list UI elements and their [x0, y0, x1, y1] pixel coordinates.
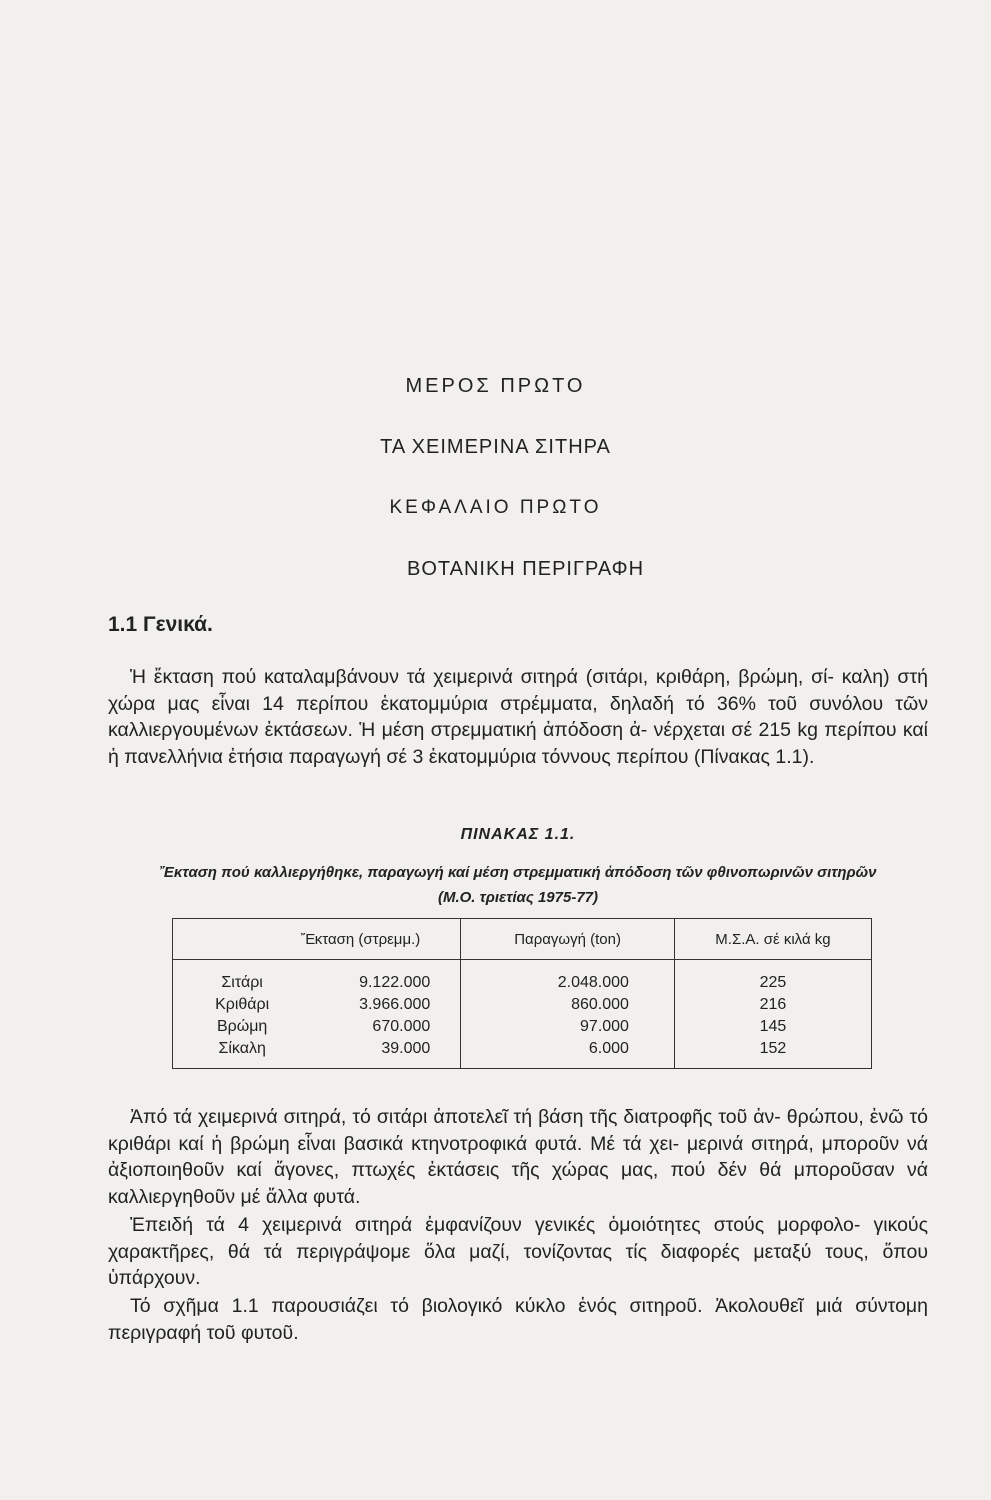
- table-row: [173, 994, 872, 1016]
- cell-production: 2.048.000: [461, 960, 675, 995]
- cell-yield: 152: [674, 1038, 871, 1069]
- cell-production: 6.000: [461, 1038, 675, 1069]
- table-row: [173, 1038, 872, 1069]
- paragraph-figure-ref: Τό σχῆμα 1.1 παρουσιάζει τό βιολογικό κύκλο ἑνός σιτηροῦ. Ἀκολουθεῖ μιά σύντομη περιγραφή τοῦ φυτοῦ.: [108, 1295, 928, 1344]
- cell-crop: Βρώμη: [173, 1016, 312, 1038]
- paragraph-intro: Ἡ ἔκταση πού καταλαμβάνουν τά χειμερινά σιτηρά (σιτάρι, κριθάρη, βρώμη, σί- καλη) στή χώρα μας εἶναι 14 περίπου ἑκατομμύρια στρέμματα, δηλαδή τό 36% τοῦ συνόλου τῶν καλλιεργουμένων ἐκτάσεων. Ἡ μέση στρεμματική ἀπόδοση ἀ- νέρχεται σέ 215 kg περίπου καί ἡ πανελλήνια ἐτήσια παραγωγή σέ 3 ἑκατομμύρια τόννους περίπου (Πίνακας 1.1).: [108, 666, 928, 768]
- section-title: 1.1 Γενικά.: [108, 613, 213, 636]
- cell-area: 39.000: [311, 1038, 460, 1069]
- cell-production: 860.000: [461, 994, 675, 1016]
- cell-crop: Σιτάρι: [173, 960, 312, 995]
- cell-crop: Κριθάρι: [173, 994, 312, 1016]
- cell-yield: 145: [674, 1016, 871, 1038]
- table-header-row: [173, 919, 872, 960]
- paragraph-morphology: Ἐπειδή τά 4 χειμερινά σιτηρά ἐμφανίζουν γενικές ὁμοιότητες στούς μορφολο- γικούς χαρακτῆρες, θά τά περιγράψομε ὅλα μαζί, τονίζοντας τίς διαφορές μεταξύ τους, ὅπου ὑπάρχουν.: [108, 1214, 928, 1289]
- part-heading: ΜΕΡΟΣ ΠΡΩΤΟ: [405, 375, 586, 397]
- chapter-title: ΒΟΤΑΝΙΚΗ ΠΕΡΙΓΡΑΦΗ: [406, 558, 645, 580]
- header-production: Παραγωγή (ton): [461, 919, 675, 960]
- header-area: Ἔκταση (στρεμμ.): [173, 919, 461, 960]
- table-caption: [108, 860, 928, 910]
- table-row: [173, 960, 872, 995]
- data-table: [172, 918, 872, 1069]
- header-yield: Μ.Σ.Α. σέ κιλά kg: [674, 919, 871, 960]
- cell-area: 9.122.000: [311, 960, 460, 995]
- cell-yield: 216: [674, 994, 871, 1016]
- table-caption-line-2: (Μ.Ο. τριετίας 1975-77): [437, 889, 598, 906]
- table-row: [173, 1016, 872, 1038]
- table-caption-line-1: Ἔκταση πού καλλιεργήθηκε, παραγωγή καί μέση στρεμματική ἀπόδοση τῶν φθινοπωρινῶν σιτηρῶν: [159, 864, 877, 881]
- cell-production: 97.000: [461, 1016, 675, 1038]
- book-title: ΤΑ ΧΕΙΜΕΡΙΝΑ ΣΙΤΗΡΑ: [380, 436, 611, 458]
- cell-crop: Σίκαλη: [173, 1038, 312, 1069]
- table-label: ΠΙΝΑΚΑΣ 1.1.: [460, 826, 576, 843]
- cell-area: 3.966.000: [311, 994, 460, 1016]
- cell-yield: 225: [674, 960, 871, 995]
- paragraph-importance: Ἀπό τά χειμερινά σιτηρά, τό σιτάρι ἀποτελεῖ τή βάση τῆς διατροφῆς τοῦ ἀν- θρώπου, ἐνῶ τό κριθάρι καί ἡ βρώμη εἶναι βασικά κτηνοτροφικά φυτά. Μέ τά χει- μερινά σιτηρά, μποροῦν νά ἀξιοποιηθοῦν καί ἄγονες, πτωχές ἐκτάσεις τῆς χώρας μας, πού δέν θά μποροῦσαν νά καλλιεργηθοῦν μέ ἄλλα φυτά.: [108, 1106, 928, 1208]
- cell-area: 670.000: [311, 1016, 460, 1038]
- chapter-heading: ΚΕΦΑΛΑΙΟ ΠΡΩΤΟ: [389, 497, 602, 518]
